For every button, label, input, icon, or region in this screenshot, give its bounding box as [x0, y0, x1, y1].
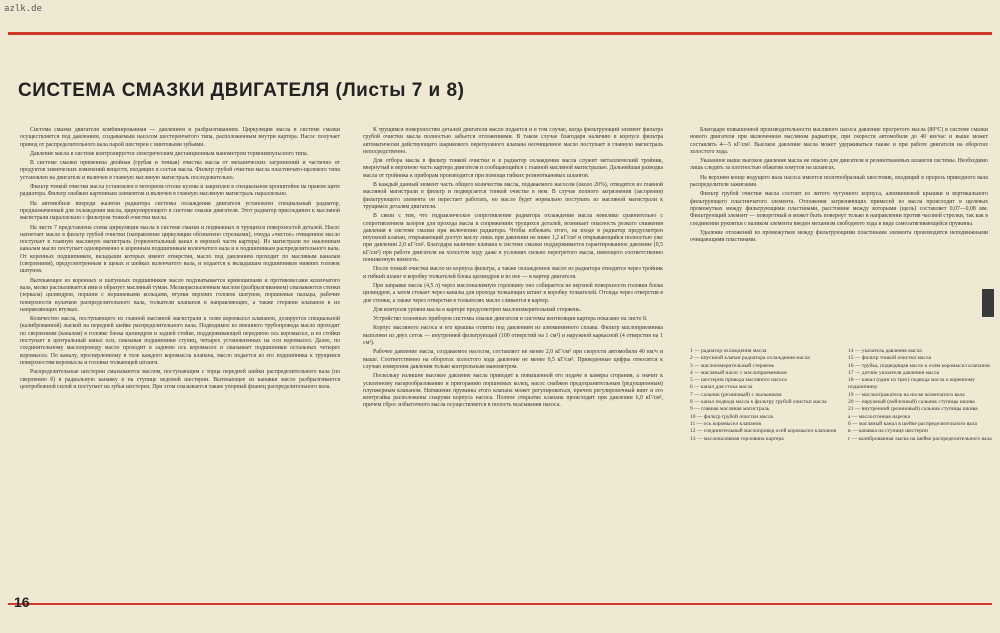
- legend-item: 10 — фильтр грубой очистки масла: [690, 413, 774, 420]
- paragraph: Система смазки двигателя комбинированная — давлением и разбрызгиванием. Циркуляция масла в системе смазки осуществляется под давлением, создаваемым насосом шестеренчатого типа, расположенным внутри картера. Насос получает привод от распределительного вала парой шестерен с винтовыми зубьями.: [20, 127, 340, 148]
- legend-item: 16 — трубка, подводящая масло к осям коромысел клапанов: [848, 362, 990, 369]
- paragraph: На автомобиле впереди жалюзи радиатора системы охлаждения двигателя установлен специальный радиатор, предназначенный для охлаждения масла, циркулирующего в системе смазки двигателя. Этот радиатор присоединен к масляной магистрали параллельно с фильтром тонкой очистки масла.: [20, 200, 340, 222]
- paragraph: К трущимся поверхностям деталей двигателя масло подается и в том случае, когда фильтрующий элемент фильтра грубой очистки масла полностью забьется отложениями. В таком случае благодаря наличию в корпусе фильтра автоматически действующего шарикового перепускного клапана неочищенное масло поступает в главную магистраль непосредственно.: [363, 127, 663, 155]
- legend-item: 7 — сальник (резиновый) с пыльником: [690, 391, 782, 398]
- text-column-1: [20, 127, 340, 547]
- bottom-red-rule: [8, 603, 992, 605]
- page-title: СИСТЕМА СМАЗКИ ДВИГАТЕЛЯ (Листы 7 и 8): [18, 80, 465, 101]
- paragraph: После тонкой очистки масло из корпуса фильтра, а также охлажденное масло из радиатора отводятся через тройник и гибкий шланг в коробку толкателей блока цилиндров и из нее — в картер двигателя.: [363, 266, 663, 280]
- legend-item: 12 — соединительный маслопровод осей коромысел клапанов: [690, 428, 837, 435]
- paragraph: Давление масла в системе контролируется электрическим дистанционным манометром термоимпульсного типа.: [30, 150, 309, 157]
- legend-item: 2 — впускной клапан радиатора охлаждения масла: [690, 355, 810, 362]
- legend-left-column: [690, 348, 838, 443]
- legend-item: 14 — указатель давления масла: [848, 348, 922, 354]
- legend-item: 13 — маслоналивная горловина картера: [690, 435, 784, 442]
- legend-item: 3 — маслоизмерительный стержень: [690, 362, 775, 369]
- text-column-3: [690, 127, 988, 263]
- paragraph: Вытекающее из коренных и шатунных подшипников масло подхватывается кривошипами и противовесами коленчатого вала, мелко распыливается ими и образует масляный туман. Мелкораспыленным маслом (разбрызгиванием) смазываются стенки (зеркала) цилиндров, поршни с поршневыми кольцами, втулки верхних головок шатунов, поршневые пальцы, рабочие поверхности кулачков распределительного вала, толкатели клапанов в направляющих, а также стержни клапанов в их направляющих втулках.: [20, 277, 340, 313]
- legend-right-column: [848, 348, 996, 443]
- paragraph: В связи с тем, что гидравлическое сопротивление радиатора охлаждения масла невелико сравнительно с сопротивлением зазоров для прохода масла в сопряжениях трущихся деталей, возникает опасность резкого снижения давления в системе смазки при включении радиатора. Чтобы избежать этого, на входе в радиатор предусмотрен впускной клапан, открывающий доступ маслу лишь при давлении не ниже 1,2 кГ/см² и открывающийся полностью уже при давлении 2,0 кГ/см². Благодаря наличию клапана в системе смазки поддерживается гарантированное давление (0,5 кГ/см²) при работе двигателя на холостом ходу даже в условиях сильно перегретого масла, имеющего соответственно пониженную вязкость.: [363, 213, 663, 264]
- paragraph: Удаление отложений из промежутков между фильтрующими пластинами элемента производится неподвижными очищающими пластинами.: [690, 229, 988, 244]
- legend-item: г — калиброванная лыска на шейке распределительного вала: [848, 435, 992, 442]
- paragraph: Корпус масляного насоса и его крышка отлиты под давлением из алюминиевого сплава. Фильтр маслоприемника выполнен из двух сеток — внутренней фильтрующей (100 отверстий на 1 см²) и наружной каркасной (4 отверстия на 1 см²).: [363, 325, 663, 347]
- site-watermark: azlk.de: [4, 4, 42, 14]
- legend-item: 21 — внутренний (резиновый) сальник ступицы шкива: [848, 406, 978, 413]
- legend-item: 17 — датчик указателя давления масла: [848, 369, 940, 376]
- paragraph: Для отбора масла в фильтр тонкой очистки и в радиатор охлаждения масла служит металлический тройник, ввернутый в верхнюю часть картера двигателя и сообщающийся с главной масляной магистралью. Дальнейшая разводка масла от тройника к приборам производится при помощи гибких резинотканевых шлангов.: [363, 158, 663, 179]
- legend-item: 9 — главная масляная магистраль: [690, 406, 770, 413]
- legend-item: б — масляный канал в шейке распределительного вала: [848, 420, 977, 427]
- paragraph: Фильтр тонкой очистки масла установлен в моторном отсеке кузова и закреплен в специальном кронштейне на правом щите радиатора. Фильтр снабжен картонным элементом и включен в главную масляную магистраль параллельно.: [20, 184, 340, 198]
- paragraph: Распределительные шестерни смазываются маслом, поступающим с торца передней шейки распределительного вала (по сверлению б) в радиальную канавку в на ступице ведомой шестерни. Вытекающее из канавки масло разбрызгивается центробежной силой и поступает на зубья шестерен. При этом смазывается также упорный фланец распределительного вала.: [20, 369, 340, 390]
- legend-item: 15 — фильтр тонкой очистки масла: [848, 355, 932, 362]
- paragraph: На верхнем конце ведущего вала насоса имеется полптообразный хвостовик, входящий в прорезь приводного вала распределителя зажигания.: [690, 174, 988, 189]
- paragraph: Количество масла, поступающего из главной масляной магистрали к осям коромысел клапанов, дозируется специальной (калиброванной) лыской на передней шейке распределительного вала. Подводимое из внешнего трубопровода масло проходит по сверлениям (каналам) в головке блока цилиндров и задней стойке, поддерживающей переднюю ось коромысел, и из стойки поступает в центральный канал оси, смазывая подшипники ступиц, четырех установленных на оси коромысел. Далее, по соединительному маслопроводу масло проходит в заднюю ось коромысел и смазывает подшипники остальных четырех коромысел. По каналу, просверленному в теле каждого коромысла клапана, масло подается из его подшипника к трущимся поверхностям коромысла и головки толкающей штанги.: [20, 316, 340, 366]
- paragraph: Указанное выше высокое давление масла не опасно для двигателя и резинотканевых шлангов системы. Необходимо лишь следить за плотностью обжатия хомутов на шлангах.: [690, 158, 988, 172]
- paragraph: Для контроля уровня масла в картере предусмотрен маслоизмерительный стержень.: [373, 306, 582, 313]
- legend: [690, 348, 990, 523]
- legend-item: 11 — ось коромысел клапанов: [690, 420, 762, 427]
- legend-item: а — маслосгонная нарезка: [848, 413, 911, 420]
- paragraph: Рабочее давление масла, создаваемое насосом, составляет не менее 2,0 кГ/см² при скорости автомобиля 40 км/ч и выше. Соответственно на оборотах холостого хода давление не менее 0,5 кГ/см². Приведенные цифры относятся к случаю измерения давления только контрольным манометром.: [363, 349, 663, 370]
- legend-item: 18 — канал (один из трех) подвода масла к коренному подшипнику: [848, 377, 975, 391]
- paragraph: Благодаря повышенной производительности масляного насоса давление прогретого масла (80°С) в системе смазки нового двигателя при включенном масляном радиаторе, при скорости автомобиля до 40 км/час и выше может составлять 4—5 кГ/см². Высокое давление масла может удерживаться также и при работе двигателя на оборотах холостого хода.: [690, 127, 988, 155]
- paragraph: При заправке масла (4,5 л) через маслоналивную горловину оно собирается не верхней поверхности головки блока цилиндров, а затем стекает через каналы для прохода толкающих штанг в коробку толкателей. Отсюда через отверстия в дне стенки, а также через отверстия в толкателях масло сливается в картер.: [363, 282, 663, 304]
- page-number: 16: [14, 594, 30, 610]
- legend-item: 5 — шестерни привода масляного насоса: [690, 377, 787, 384]
- legend-item: 6 — канал для стока масла: [690, 384, 753, 391]
- paragraph: Фильтр грубой очистки масла состоит из литого чугунного корпуса, алюминиевой крышки и вертикального фильтрующего пластинчатого элемента. Отложения загрязняющих примесей из масла происходит в щелевых промежутках между фильтрующими пластинами, расстояние между которыми (щель) составляет 0,07—0,08 мм. Фильтрующий элемент — поворотный и может быть повернут только в направлении против часовой стрелки, так как в соединении рукоятки с валиком элемента введен механизм свободного хода в виде самозатягивающейся пружины.: [690, 191, 988, 227]
- paragraph: В каждый данный момент часть общего количества масла, подаваемого насосом (около 20%), отводится из главной масляной магистрали в фильтр и подвергается тонкой очистке в нем. В случае полного загрязнения (засорения) фильтрующего элемента он перестает работать, но масло будет нормально поступать из масляной магистрали к трущимся деталям двигателя.: [363, 182, 663, 210]
- text-column-2: [363, 127, 663, 563]
- legend-item: 19 — маслоотражатель на носке коленчатого вала: [848, 391, 965, 398]
- top-red-rule: [8, 32, 992, 35]
- page-edge-tab: [982, 289, 994, 317]
- legend-item: в — канавка на ступице шестерни: [848, 428, 928, 435]
- paragraph: На листе 7 представлена схема циркуляции масла в системе смазки и подвижных и трущихся поверхностей деталей. Насос нагнетает масло в фильтр грубой очистки (направление циркуляции обозначено стрелками), откуда «чистое» очищенное масло поступает в главную масляную магистраль (горизонтальный канал в верхней части картера). Из магистрали по наклонным каналам масло поступает одновременно к коренным подшипникам коленчатого вала и к подшипникам распределительного вала. От коренных подшипников, вкладыши которых имеют отверстия, масло под давлением проходит по масляным каналам (сверлениям), предусмотренным в щеках и шейках коленчатого вала, и подается к вкладышам подшипников нижних головок шатунов.: [20, 224, 340, 275]
- legend-item: 1 — радиатор охлаждения масла: [690, 348, 767, 354]
- paragraph: Устройство основных приборов системы смазки двигателя и системы вентиляции картера показано на листе 8.: [373, 316, 648, 323]
- legend-item: 8 — канал подвода масла к фильтру грубой очистки масла: [690, 399, 827, 406]
- legend-item: 20 — наружный (войлочный) сальник ступицы шкива: [848, 399, 975, 406]
- legend-item: 4 — масляный насос с маслоприемником: [690, 369, 787, 376]
- paragraph: В системе смазки применена двойная (грубая и тонкая) очистка масла от механических загрязнений и частично от продуктов химических изменений веществ, входящих в состав масла. Фильтр грубой очистки масла пластинчато-щелевого типа установлен на двигателе и включен в главную масляную магистраль последовательно.: [20, 160, 340, 181]
- paragraph: Поскольку излишне высокое давление масла приводит к повышенной его подаче в камеры сгорания, а значит к усиленному нагарообразованию и пригоранию поршневых колец, насос снабжен предохранительным (редукционным) плунжерным клапаном. Натяжение пружины этого клапана может регулироваться, причем регулировочный винт и его контргайка расположены снаружи корпуса насоса. Полное открытие клапана происходит при давлении 6,0 кГ/см², причем сброс избыточного масла осуществляется в полость всасывания насоса.: [363, 373, 663, 409]
